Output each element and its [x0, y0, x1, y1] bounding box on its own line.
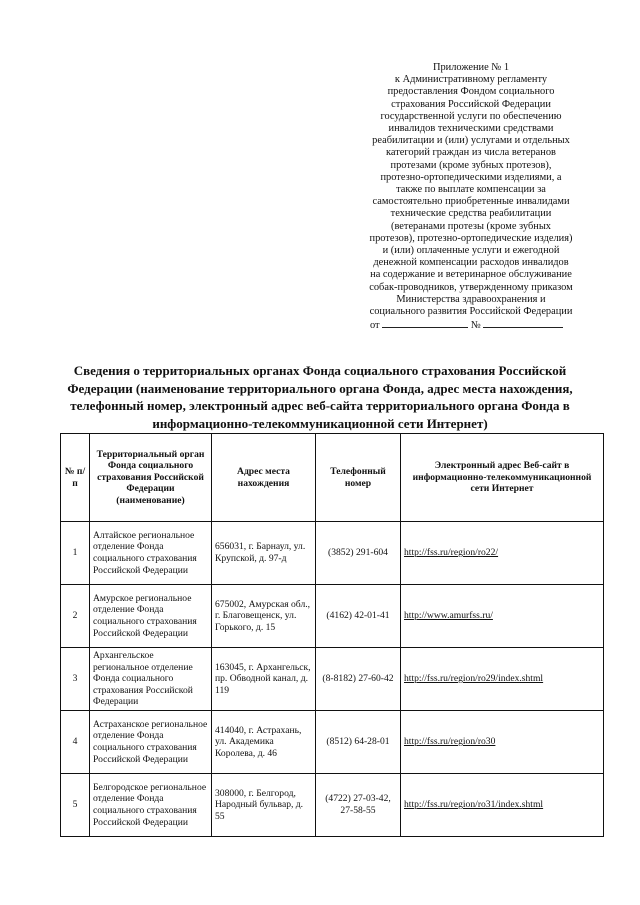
table-row — [61, 774, 604, 837]
document-title: Сведения о территориальных органах Фонда социального страхования Российской Федерации (наименование территориального органа Фонда, адрес места нахождения, телефонный номер, электронный адрес веб-сайта территориального органа Фонда в информационно-телекоммуникационной сети Интернет) — [67, 363, 573, 431]
office-name: Астраханское региональное отделение Фонда социального страхования Российской Федерации — [90, 711, 212, 774]
row-number: 3 — [61, 648, 90, 711]
appendix-line: страхования Российской Федерации — [391, 98, 551, 110]
header-office-name: Территориальный орган Фонда социального страхования Российской Федерации (наименование) — [90, 434, 212, 522]
appendix-line: (ветеранами протезы (кроме зубных — [390, 220, 551, 232]
office-name: Алтайское региональное отделение Фонда социального страхования Российской Федерации — [90, 522, 212, 585]
office-phone: (3852) 291-604 — [316, 522, 401, 585]
appendix-line: денежной компенсации расходов инвалидов — [373, 257, 569, 269]
office-phone: (4162) 42-01-41 — [316, 585, 401, 648]
date-blank — [382, 318, 468, 328]
row-number: 2 — [61, 585, 90, 648]
office-address: 414040, г. Астрахань, ул. Академика Королева, д. 46 — [212, 711, 316, 774]
appendix-line: на содержание и ветеринарное обслуживание — [370, 269, 572, 281]
office-phone: (8512) 64-28-01 — [316, 711, 401, 774]
appendix-line: реабилитации и (или) услугами и отдельных — [372, 135, 570, 147]
office-name: Белгородское региональное отделение Фонда социального страхования Российской Федерации — [90, 774, 212, 837]
date-prefix: от — [370, 320, 380, 332]
number-blank — [483, 318, 563, 328]
appendix-line: предоставления Фондом социального — [387, 86, 555, 98]
office-website-link[interactable]: http://www.amurfss.ru/ — [401, 585, 604, 648]
office-address: 308000, г. Белгород, Народный бульвар, д. 55 — [212, 774, 316, 837]
appendix-line: Приложение № 1 — [432, 62, 510, 73]
appendix-line: собак-проводников, утвержденному приказом — [369, 281, 573, 293]
header-website: Электронный адрес Веб-сайт в информационно-телекоммуникационной сети Интернет — [401, 434, 604, 522]
table-row — [61, 711, 604, 774]
appendix-line: и (или) оплаченные услуги и ежегодной — [382, 245, 560, 257]
appendix-line: к Административному регламенту — [394, 74, 548, 86]
appendix-line: инвалидов техническими средствами — [388, 123, 554, 135]
table-row — [61, 522, 604, 585]
appendix-line: социального развития Российской Федерации — [369, 306, 573, 318]
table-row — [61, 648, 604, 711]
appendix-line: также по выплате компенсации за — [396, 184, 546, 196]
table-header-row — [61, 434, 604, 522]
offices-table — [60, 433, 604, 837]
office-name: Архангельское региональное отделение Фонда социального страхования Российской Федерации — [90, 648, 212, 711]
row-number: 1 — [61, 522, 90, 585]
appendix-line: государственной услуги по обеспечению — [380, 110, 562, 122]
office-address: 656031, г. Барнаул, ул. Крупской, д. 97-д — [212, 522, 316, 585]
office-phone: (4722) 27-03-42, 27-58-55 — [316, 774, 401, 837]
appendix-line: протезами (кроме зубных протезов), — [390, 159, 552, 171]
office-website-link[interactable]: http://fss.ru/region/ro22/ — [401, 522, 604, 585]
office-phone: (8-8182) 27-60-42 — [316, 648, 401, 711]
office-website-link[interactable]: http://fss.ru/region/ro30 — [401, 711, 604, 774]
header-number: № п/п — [61, 434, 90, 522]
appendix-line: самостоятельно приобретенные инвалидами — [372, 196, 570, 208]
date-number-line — [352, 318, 590, 332]
appendix-lines — [352, 62, 590, 318]
appendix-line: Министерства здравоохранения и — [396, 293, 546, 305]
header-phone: Телефонный номер — [316, 434, 401, 522]
row-number: 5 — [61, 774, 90, 837]
office-name: Амурское региональное отделение Фонда социального страхования Российской Федерации — [90, 585, 212, 648]
appendix-line: категорий граждан из числа ветеранов — [386, 147, 556, 159]
table-row — [61, 585, 604, 648]
appendix-line: протезов), протезно-ортопедические изделия) — [369, 232, 573, 244]
office-address: 163045, г. Архангельск, пр. Обводной канал, д. 119 — [212, 648, 316, 711]
appendix-line: технические средства реабилитации — [390, 208, 552, 220]
office-website-link[interactable]: http://fss.ru/region/ro31/index.shtml — [401, 774, 604, 837]
office-address: 675002, Амурская обл., г. Благовещенск, ул. Горького, д. 15 — [212, 585, 316, 648]
office-website-link[interactable]: http://fss.ru/region/ro29/index.shtml — [401, 648, 604, 711]
number-prefix: № — [470, 320, 481, 332]
appendix-line: протезно-ортопедическими изделиями, а — [380, 171, 562, 183]
header-address: Адрес места нахождения — [212, 434, 316, 522]
row-number: 4 — [61, 711, 90, 774]
appendix-block — [352, 62, 590, 332]
